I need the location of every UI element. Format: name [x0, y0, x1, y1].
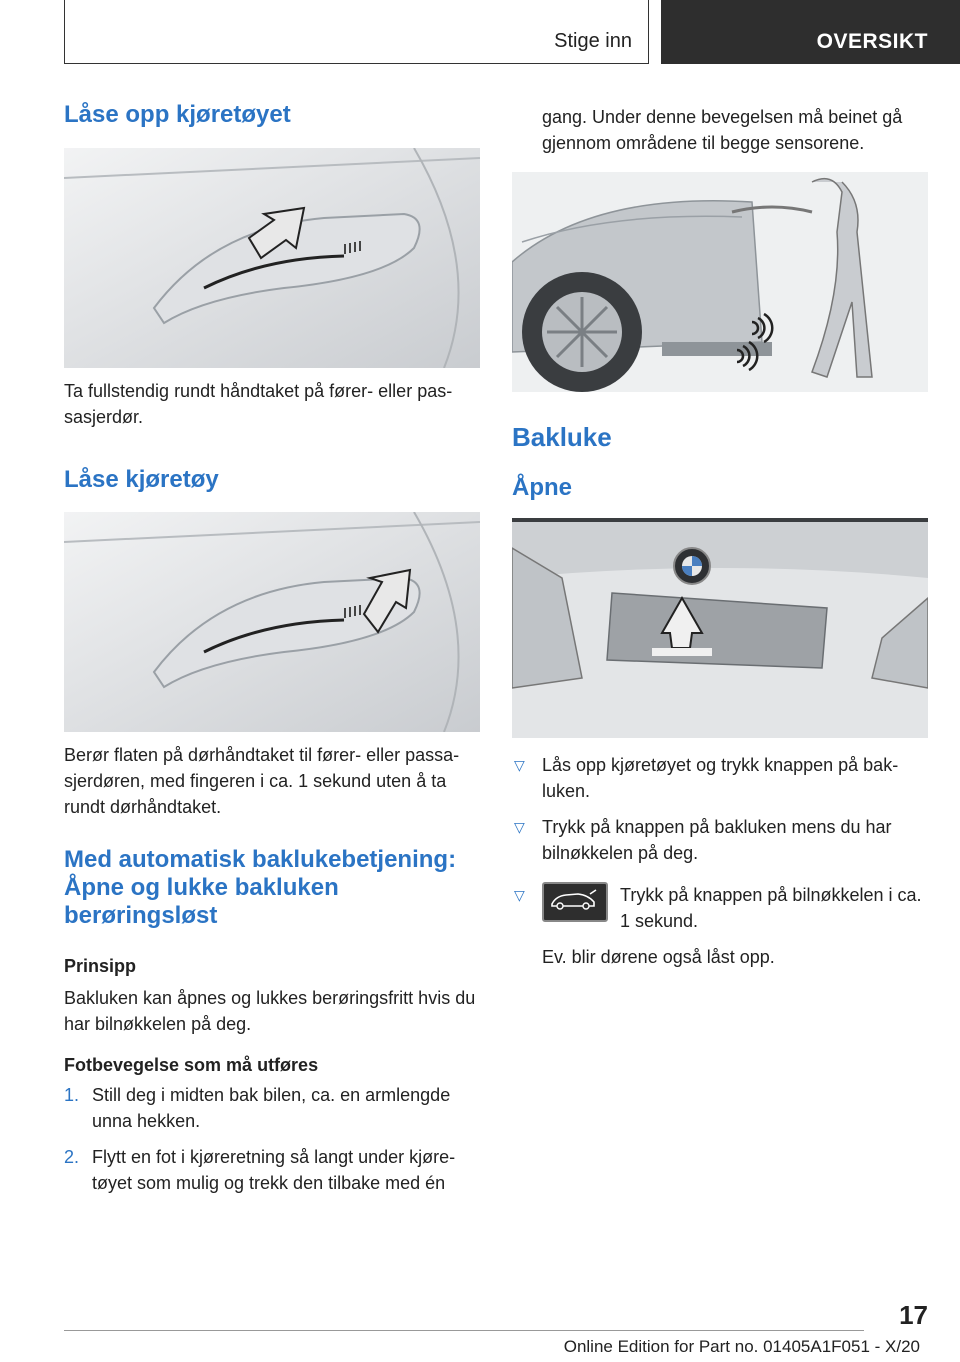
tailgate-button-figure	[512, 518, 928, 738]
step-text: Still deg i midten bak bilen, ca. en armlengde unna hekken.	[92, 1085, 451, 1131]
triangle-down-icon: ▽	[514, 819, 525, 835]
foot-sensor-figure	[512, 172, 928, 392]
open-instructions-list	[512, 752, 928, 934]
list-item	[512, 752, 928, 804]
continued-text: gang. Under denne bevegelsen må beinet gå gjennom områdene til begge sensorene.	[542, 107, 903, 153]
door-handle-unlock-figure	[64, 148, 480, 368]
header-tab-overview[interactable]: OVERSIKT	[816, 30, 928, 53]
left-column	[64, 100, 480, 1206]
lock-heading: Låse kjøretøy	[64, 466, 219, 493]
header-section-title[interactable]: Stige inn	[554, 30, 632, 52]
page-number: 17	[899, 1300, 928, 1330]
triangle-down-icon: ▽	[514, 757, 525, 773]
foot-steps-list	[64, 1082, 480, 1196]
unlock-text: Ta fullstendig rundt håndtaket på fører- eller passasjerdør.	[64, 381, 453, 427]
triangle-down-icon: ▽	[514, 887, 525, 903]
bullet-text: Trykk på knappen på bakluken mens du har bilnøkkelen på deg.	[542, 817, 892, 863]
step-text: Flytt en fot i kjøreretning så langt under kjøretøyet som mulig og trekk den tilbake med én	[92, 1147, 456, 1193]
step-number: 1.	[64, 1085, 80, 1105]
list-item	[64, 1082, 480, 1134]
right-column	[512, 104, 928, 970]
key-bullet-text: Trykk på knappen på bilnøkkelen i ca. 1 sekund.	[620, 885, 922, 931]
list-item	[512, 814, 928, 866]
principle-heading: Prinsipp	[64, 956, 137, 976]
car-tailgate-key-icon	[542, 882, 608, 922]
header-section-box	[64, 0, 649, 64]
lock-text: Berør flaten på dørhåndtaket til fører- eller passasjerdøren, med fingeren i ca. 1 sekund uten å ta rundt dørhåndtaket.	[64, 745, 460, 817]
bullet-text: Lås opp kjøretøyet og trykk knappen på bakluken.	[542, 755, 899, 801]
header-tab-box[interactable]	[661, 0, 960, 64]
foot-movement-heading: Fotbevegelse som må utføres	[64, 1055, 319, 1075]
list-item	[64, 1144, 480, 1196]
open-heading: Åpne	[512, 474, 572, 501]
auto-tailgate-heading: Med automatisk baklukebetjening: Åpne og lukke bakluken berøringsløst	[64, 846, 457, 929]
principle-text: Bakluken kan åpnes og lukkes berøringsfritt hvis du har bilnøkkelen på deg.	[64, 988, 476, 1034]
unlock-heading: Låse opp kjøretøyet	[64, 101, 291, 128]
list-item	[512, 882, 928, 934]
tailgate-heading: Bakluke	[512, 422, 612, 452]
step-number: 2.	[64, 1147, 80, 1167]
footer-edition[interactable]: Online Edition for Part no. 01405A1F051 - X/20	[563, 1337, 920, 1356]
footer-divider	[64, 1330, 864, 1331]
door-handle-lock-figure	[64, 512, 480, 732]
note-text: Ev. blir dørene også låst opp.	[542, 947, 775, 967]
